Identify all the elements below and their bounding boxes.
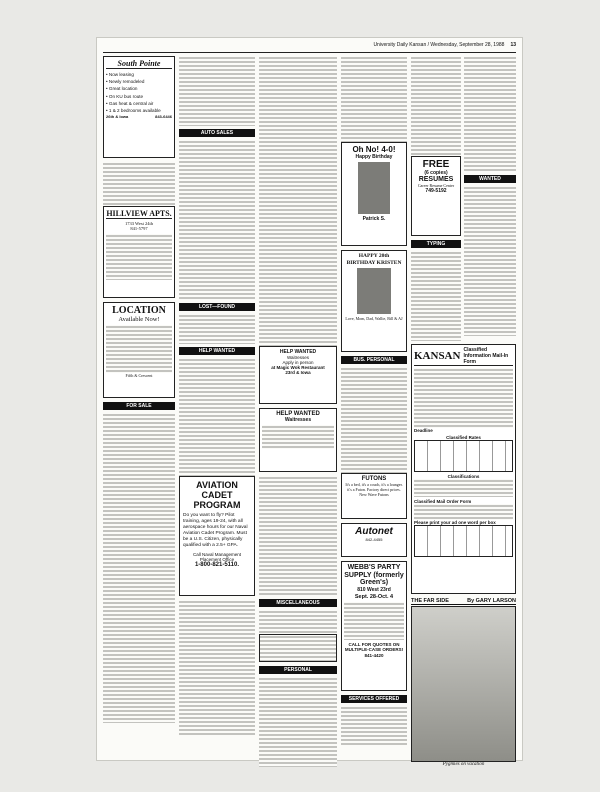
lost-found-listings: [179, 314, 255, 344]
resumes-word: RESUMES: [418, 176, 454, 183]
section-typing: TYPING: [411, 240, 461, 248]
southpointe-ad: [103, 56, 175, 158]
classifications-list: [414, 479, 513, 497]
portrait-photo: [358, 162, 390, 214]
webbs-address: 810 West 23rd: [357, 586, 391, 593]
aviation-body: Do you want to fly? Pilot training, ages 19-24, with all aerospace hours for our Naval Aviation Cadet Program. Must be a U.S. Citizen, physically qualified with a 2.5+ GPA.: [183, 513, 248, 548]
classified-text: [259, 56, 337, 346]
autonet-logo: Autonet: [355, 526, 393, 537]
newspaper-page: [97, 38, 522, 767]
classified-text: [464, 56, 516, 172]
help-wanted-box-line2: Waitresses: [284, 417, 312, 423]
free-resumes-ad: [411, 156, 461, 236]
futons-ad: [341, 473, 407, 519]
section-bus-personal: BUS. PERSONAL: [341, 356, 407, 364]
page-header: [103, 42, 516, 53]
location-footer: Fifth & Crescent: [125, 373, 153, 378]
futons-body: It's a bed, it's a couch, it's a lounger. it's a Futon. Factory direct prices. New Wave Futons: [345, 482, 403, 497]
birthday-title: Oh No! 4-0!: [352, 145, 396, 154]
far-side-caption: Pygmies on vacation: [442, 762, 485, 767]
birthday-name: Patrick S.: [362, 216, 386, 222]
far-side-author: By GARY LARSON: [467, 598, 516, 604]
southpointe-bullet: • On KU bus route: [106, 93, 144, 99]
paper-dateline: University Daily Kansan / Wednesday, September 28, 1988: [373, 42, 505, 48]
help-wanted-ad: [259, 408, 337, 472]
autonet-phone: 842-4455: [365, 537, 383, 542]
southpointe-phone: 843-6446: [155, 114, 172, 120]
column-5: [411, 56, 516, 767]
personal-listings: [259, 677, 337, 767]
birthday-title: HAPPY 20th BIRTHDAY KRISTEN: [346, 253, 402, 266]
aviation-contact: Call Naval Management Placement Office: [192, 552, 242, 562]
aviation-phone: 1-800-821-5110.: [194, 562, 240, 568]
services-offered-listings: [341, 706, 407, 746]
mail-order-fields: [414, 504, 513, 520]
location-title: LOCATION: [112, 305, 166, 316]
misc-ad: [259, 634, 337, 662]
kansan-mail-in-form: [411, 344, 516, 594]
column-3: [259, 56, 337, 767]
form-note: Please print your ad one word per box: [414, 520, 496, 525]
resumes-free: FREE: [422, 159, 450, 170]
help-wanted-box-line2: Waitresses: [286, 355, 310, 360]
hillview-ad: [103, 206, 175, 298]
auto-sales-listings: [179, 140, 255, 300]
form-deadline-label: Deadline: [414, 428, 433, 433]
resumes-phone: 749-5192: [425, 188, 447, 194]
resumes-business: Career Resume Center: [417, 183, 455, 188]
birthday-ad-patrick: [341, 142, 407, 246]
webbs-footer: CALL FOR QUOTES ON MULTIPLE-CASE ORDERS! 841-4420: [344, 641, 404, 658]
hillview-title: HILLVIEW APTS.: [106, 209, 172, 218]
page-number: 13: [510, 42, 516, 48]
rates-label: Classified Rates: [446, 435, 481, 440]
column-2: [179, 56, 255, 735]
classified-text: [259, 476, 337, 596]
form-policy-text: [414, 368, 513, 428]
rates-table: [414, 440, 513, 472]
southpointe-logo: South Pointe: [106, 59, 172, 69]
mail-order-label: Classified Mail Order Form: [414, 499, 472, 504]
cartoon-drawing: [411, 606, 516, 762]
help-wanted-listings: [179, 358, 255, 476]
column-5-top: [411, 56, 516, 341]
wanted-listings: [464, 186, 516, 336]
section-services-offered: SERVICES OFFERED: [341, 695, 407, 703]
aviation-title: AVIATION CADET PROGRAM: [193, 480, 241, 510]
birthday-sign: Love, Mom, Dad, Wallie, Bill & AJ: [345, 316, 403, 321]
aviation-ad: [179, 476, 255, 596]
help-wanted-box-details: [262, 425, 334, 449]
kansan-logo: KANSAN: [414, 350, 461, 362]
section-auto-sales: AUTO SALES: [179, 129, 255, 137]
southpointe-bullet: • Now leasing: [106, 72, 134, 77]
section-personal: PERSONAL: [259, 666, 337, 674]
column-4: [341, 56, 407, 746]
far-side-title: THE FAR SIDE: [411, 598, 449, 604]
section-miscellaneous: MISCELLANEOUS: [259, 599, 337, 607]
bus-personal-listings: [341, 367, 407, 473]
webbs-title: WEBB'S PARTY SUPPLY (formerly Green's): [344, 564, 404, 586]
southpointe-address: 26th & Iowa: [106, 114, 129, 120]
location-ad: [103, 302, 175, 398]
resumes-copies: (6 copies): [424, 170, 448, 176]
location-details: [106, 325, 172, 373]
southpointe-bullet: • Great location: [106, 86, 138, 92]
autonet-ad: [341, 523, 407, 557]
webbs-dates: Sept. 28-Oct. 4: [354, 593, 394, 600]
classified-text: [103, 162, 175, 206]
southpointe-bullet: • Gas heat & central air: [106, 100, 154, 106]
classified-text: [411, 56, 461, 156]
birthday-subtitle: Happy Birthday: [355, 154, 393, 160]
help-wanted-box-line1: HELP WANTED: [276, 411, 320, 417]
futons-title: FUTONS: [361, 476, 387, 482]
column-1: [103, 56, 175, 723]
far-side-cartoon: [411, 598, 516, 767]
hillview-phone: 841-5797: [130, 226, 148, 231]
classifications-label: Classifications: [447, 474, 480, 479]
hillview-details: [106, 234, 172, 280]
webbs-ad: [341, 561, 407, 691]
section-for-sale: FOR SALE: [103, 402, 175, 410]
help-wanted-ad: [259, 346, 337, 404]
section-help-wanted: HELP WANTED: [179, 347, 255, 355]
webbs-price-list: [344, 602, 404, 640]
typing-listings: [411, 251, 461, 341]
section-lost-found: LOST—FOUND: [179, 303, 255, 311]
form-title: Classified Information Mail-In Form: [463, 347, 509, 365]
help-wanted-box-line5: 23rd & Iowa: [285, 370, 311, 375]
location-subtitle: Available Now!: [118, 316, 160, 323]
classified-text: [179, 56, 255, 126]
word-boxes[interactable]: [414, 525, 513, 557]
help-wanted-box-line4: at Magic Wok Restaurant: [271, 365, 325, 370]
hillview-address: 1733 West 24th: [124, 221, 154, 226]
section-wanted: WANTED: [464, 175, 516, 183]
classified-text: [179, 600, 255, 735]
southpointe-bullet: • Newly remodeled: [106, 79, 145, 85]
southpointe-bullet: • 1 & 2 bedrooms available: [106, 108, 161, 114]
miscellaneous-listings: [259, 610, 337, 634]
portrait-photo: [357, 268, 391, 314]
birthday-ad-kristen: [341, 250, 407, 352]
classified-text: [341, 56, 407, 142]
help-wanted-box-line3: Apply in person: [282, 360, 314, 365]
help-wanted-box-line1: HELP WANTED: [279, 349, 317, 355]
for-sale-listings: [103, 413, 175, 723]
